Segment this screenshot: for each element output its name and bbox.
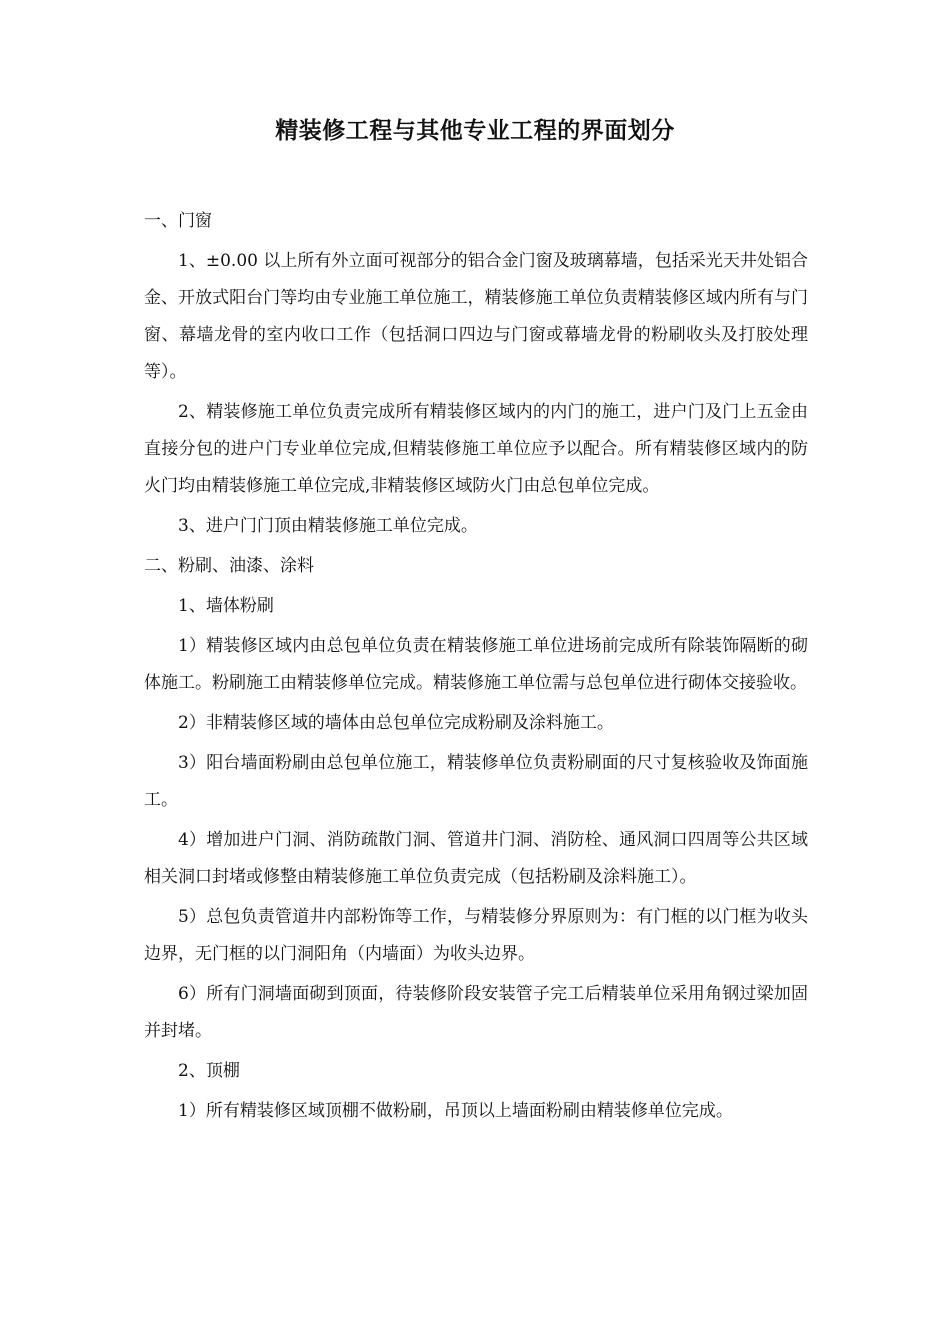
paragraph-item: 1）精装修区域内由总包单位负责在精装修施工单位进场前完成所有除装饰隔断的砌体施工。粉刷施工由精装修单位完成。精装修施工单位需与总包单位进行砌体交接验收。	[144, 636, 808, 693]
paragraph-item: 1）所有精装修区域顶棚不做粉刷，吊顶以上墙面粉刷由精装修单位完成。	[178, 1101, 733, 1121]
paragraph-item: 4）增加进户门洞、消防疏散门洞、管道井门洞、消防栓、通风洞口四周等公共区域相关洞口封堵或修整由精装修施工单位负责完成（包括粉刷及涂料施工）。	[144, 830, 808, 887]
paragraph-item: 3）阳台墙面粉刷由总包单位施工，精装修单位负责粉刷面的尺寸复核验收及饰面施工。	[144, 753, 808, 810]
paragraph-item: 5）总包负责管道井内部粉饰等工作，与精装修分界原则为：有门框的以门框为收头边界，无门框的以门洞阳角（内墙面）为收头边界。	[144, 907, 808, 964]
paragraph-item: 1、±0.00 以上所有外立面可视部分的铝合金门窗及玻璃幕墙，包括采光天井处铝合金、开放式阳台门等均由专业施工单位施工，精装修施工单位负责精装修区域内所有与门窗、幕墙龙骨的室内收口工作（包括洞口四边与门窗或幕墙龙骨的粉刷收头及打胶处理等）。	[144, 251, 808, 382]
section-heading-doors-windows: 一、门窗	[144, 211, 212, 231]
document-body	[144, 203, 808, 1133]
paragraph-item: 2、精装修施工单位负责完成所有精装修区域内的内门的施工，进户门及门上五金由直接分包的进户门专业单位完成,但精装修施工单位应予以配合。所有精装修区域内的防火门均由精装修施工单位完成,非精装修区域防火门由总包单位完成。	[144, 402, 808, 496]
section-heading-plaster-paint: 二、粉刷、油漆、涂料	[144, 556, 314, 576]
paragraph-item: 3、进户门门顶由精装修施工单位完成。	[178, 516, 478, 536]
document-title: 精装修工程与其他专业工程的界面划分	[275, 118, 675, 144]
paragraph-item: 6）所有门洞墙面砌到顶面，待装修阶段安装管子完工后精装单位采用角钢过梁加固并封堵。	[144, 984, 808, 1041]
paragraph-item: 2）非精装修区域的墙体由总包单位完成粉刷及涂料施工。	[178, 713, 614, 733]
subsection-heading-ceiling: 2、顶棚	[178, 1061, 240, 1081]
subsection-heading-wall-plaster: 1、墙体粉刷	[178, 596, 274, 616]
